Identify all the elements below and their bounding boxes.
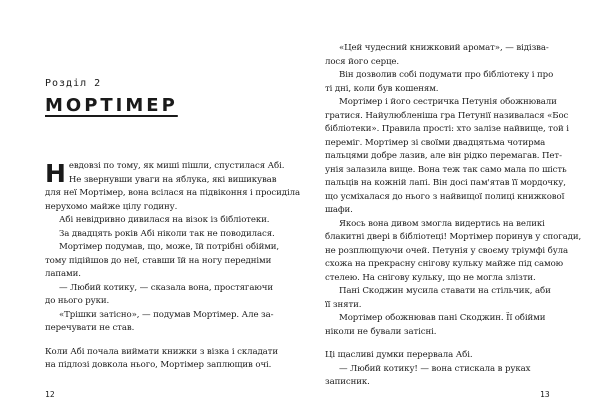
text-line: Він дозволив собі подумати про бібліотеку і про: [339, 70, 554, 80]
text-line: — Любий котику! — вона стискала в руках: [339, 363, 531, 374]
text-line: її зняти.: [325, 299, 362, 310]
text-line: Мортімер подумав, що, може, їй потрібні обійми,: [59, 242, 280, 252]
text-line: Не звернувши уваги на яблука, які вишикував: [68, 174, 277, 185]
text-line: блакитні двері в бібліотеці! Мортімер поринув у спогади,: [325, 232, 582, 242]
text-line: лося його серце.: [325, 56, 400, 67]
text-line: лапами.: [45, 269, 81, 279]
text-line: «Трішки затісно», — подумав Мортімер. Але за-: [59, 309, 274, 320]
text-line: ті дні, коли був кошеням.: [325, 83, 439, 94]
text-line: Ці щасливі думки перервала Абі.: [325, 350, 473, 360]
text-line: Абі невідривно дивилася на візок із бібліотеки.: [59, 215, 270, 225]
text-line: переміг. Мортімер зі своїми двадцятьма чотирма: [325, 137, 546, 148]
text-line: Мортімер і його сестричка Петунія обожнювали: [339, 97, 557, 107]
right-page: [300, 0, 600, 410]
drop-cap: Н: [45, 159, 66, 188]
text-line: унія залазила вище. Вона теж так само мала по шість: [325, 164, 567, 175]
text-line: що усміхалася до нього з найвищої полиці книжкової: [325, 191, 565, 202]
text-line: стелею. На сніговy кульку, що не могла злізти.: [325, 272, 536, 283]
text-line: пальцями добре лазив, але він рідко перемагав. Пет-: [325, 151, 562, 161]
right-page-text: [325, 42, 582, 390]
text-line: перечувати не став.: [45, 323, 135, 333]
text-line: Коли Абі почала виймати книжки з візка і складати: [45, 346, 278, 357]
text-line: «Цей чудесний книжковий аромат», — відізва-: [339, 43, 549, 53]
text-line: схожа на прекрасну сніговy кульку майже під самою: [325, 259, 564, 269]
text-line: бібліотеки». Правила прості: хто залізе найвище, той і: [325, 124, 569, 134]
text-line: на підлозі довкола нього, Мортімер заплющив очі.: [45, 360, 272, 370]
page-number: 12: [45, 390, 55, 399]
text-line: ніколи не бували затісні.: [325, 326, 437, 337]
text-line: не розплющуючи очей. Петунія у своєму тріумфі була: [325, 245, 569, 256]
text-line: тому підійшов до неї, ставши їй на ногу передніми: [45, 255, 272, 266]
text-line: — Любий котику, — сказала вона, простягаючи: [59, 282, 273, 293]
chapter-title: МОРТІМЕР: [45, 95, 178, 116]
text-line: Мортімер обожнював пані Скоджин. Її обійми: [339, 313, 546, 323]
page-number: 13: [540, 390, 550, 399]
text-line: записник.: [325, 377, 370, 387]
text-line: евдовзі по тому, як миші пішли, спустилася Абі.: [68, 161, 285, 171]
text-line: для неї Мортімер, вона всілася на підвіконня і просиділа: [45, 188, 300, 198]
chapter-label: Розділ 2: [45, 78, 102, 89]
text-line: шафи.: [325, 205, 353, 215]
text-line: пальців на кожній лапі. Він досі пам'ятав її мордочку,: [325, 178, 566, 188]
text-line: Якось вона дивом змогла видертись на великі: [339, 218, 545, 229]
text-line: до нього руки.: [45, 296, 110, 306]
text-line: За двадцять років Абі ніколи так не поводилася.: [59, 228, 275, 239]
left-page-text: [45, 159, 300, 373]
text-line: Пані Скоджин мусила ставати на стільчик, аби: [339, 286, 551, 296]
text-line: нерухомо майже цілу годину.: [45, 201, 178, 212]
text-line: гратися. Найулюбленіша гра Петунії називалася «Бос: [325, 110, 569, 121]
